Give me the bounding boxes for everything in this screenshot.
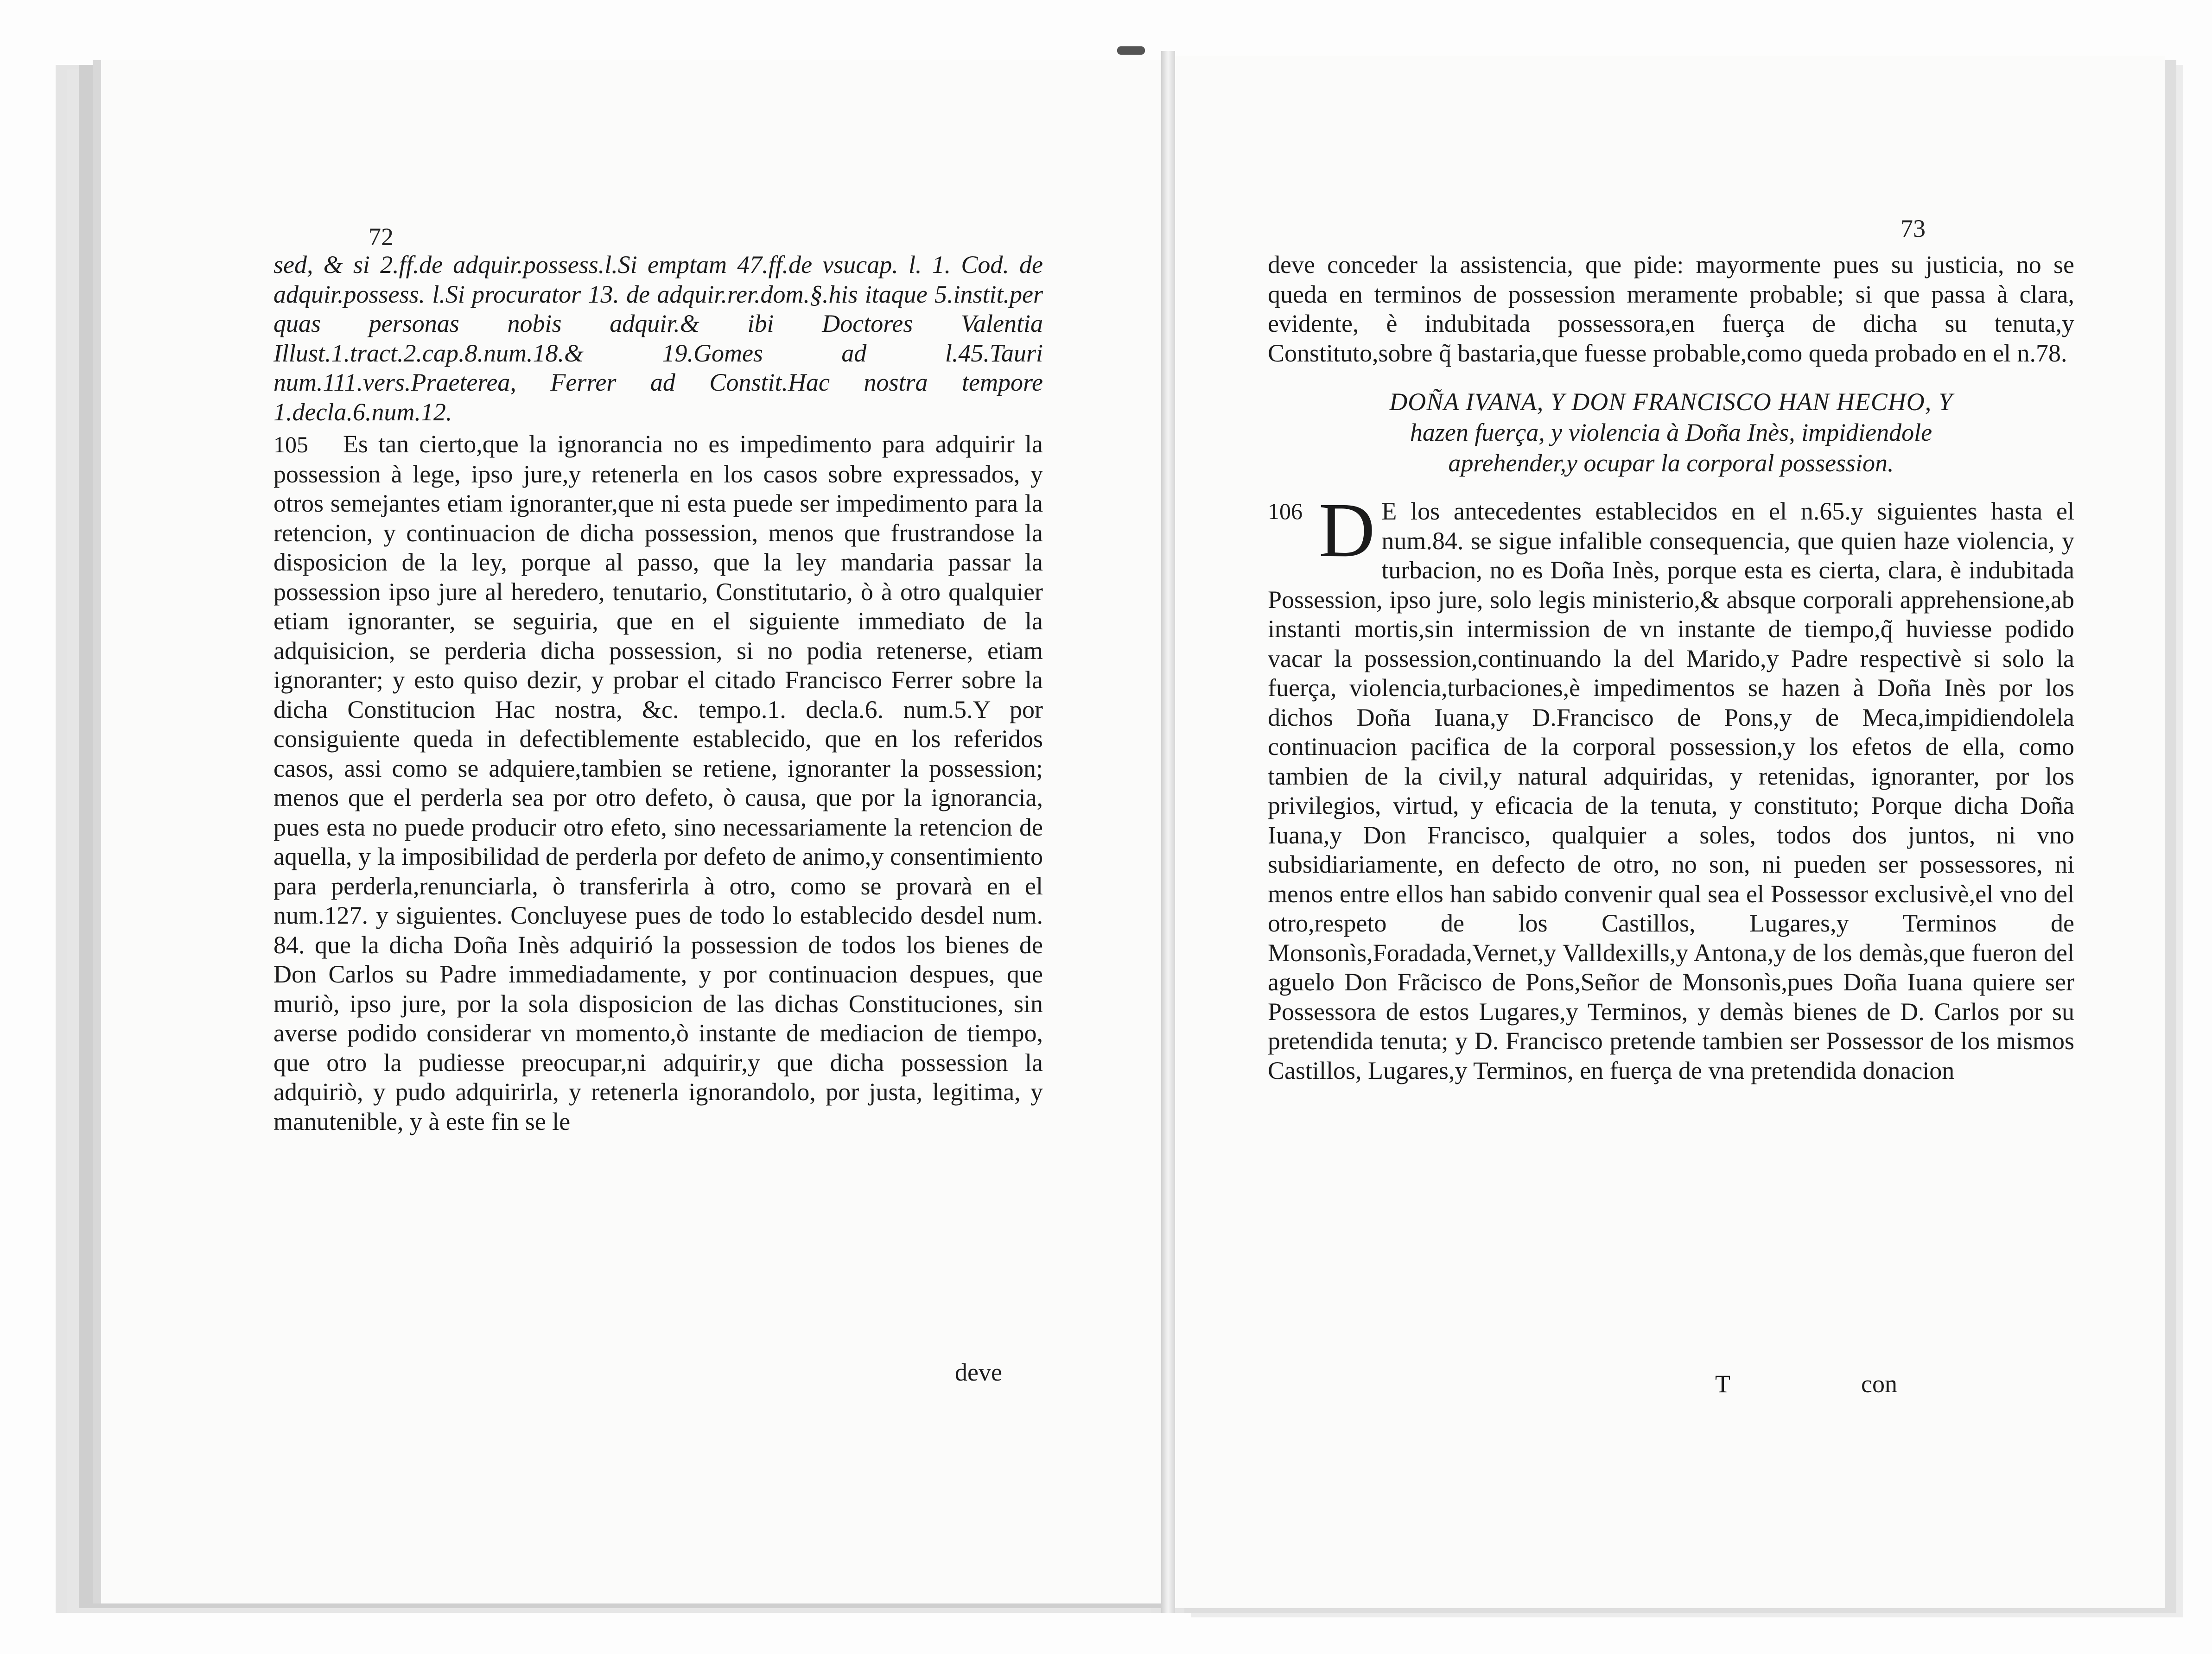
- signature-mark: T: [1715, 1370, 1730, 1398]
- left-opening-citation: sed, & si 2.ff.de adquir.possess.l.Si emptam 47.ff.de vsucap. l. 1. Cod. de adquir.possess. l.Si procurator 13. de adquir.rer.dom.§.his itaque 5.instit.per quas personas nobis adquir.& ibi Doctores Valentia Illust.1.tract.2.cap.8.num.18.& 19.Gomes ad l.45.Tauri num.111.vers.Praeterea, Ferrer ad Constit.Hac nostra tempore 1.decla.6.num.12.: [273, 251, 1043, 426]
- drop-cap: D: [1319, 487, 1375, 573]
- paragraph-number: 105: [273, 431, 308, 457]
- paragraph-number: 106: [1268, 498, 1303, 524]
- right-page-body: [1268, 250, 2074, 1085]
- right-paragraph-106: [1268, 487, 2074, 1085]
- left-paragraph-105: [273, 430, 1043, 1136]
- left-page-body: [273, 250, 1043, 1136]
- left-catchword: deve: [955, 1358, 1002, 1386]
- bookmark-ribbon: [1117, 46, 1145, 55]
- paragraph-text: Es tan cierto,que la ignorancia no es impedimento para adquirir la possession à lege, ipso jure,y retenerla en los casos sobre expressados, y otros semejantes etiam ignoranter,que ni esta puede ser impedimento para la retencion, y continuacion de dicha possession, menos que frustrandose la disposicion de la ley, porque al passo, que la ley mandaria passar la possession ipso jure al heredero, tenutario, Constitutario, ò à otro qualquier etiam ignoranter, se seguiria, que en el siguiente immediato de la adquisicion, se perderia dicha possession, si no podia retenerse, etiam ignoranter; y esto quiso dezir, y probar el citado Francisco Ferrer sobre la dicha Constitucion Hac nostra, &c. tempo.1. decla.6. num.5.Y por consiguiente queda in defectiblemente establecido, que en los referidos casos, assi como se adquiere,tambien se retiene, ignoranter la possession; menos que el perderla sea por otro defeto, ò causa, que por la ignorancia, pues esta no puede producir otro efeto, sino necessariamente la retencion de aquella, y la imposibilidad de perderla por defeto de animo,y consentimiento para perderla,renunciarla, ò transferirla à otro, como se provarà en el num.127. y siguientes. Concluyese pues de todo lo establecido desdel num. 84. que la dicha Doña Inès adquirió la possession de todos los bienes de Don Carlos su Padre immediadamente, y por continuacion despues, que muriò, ipso jure, por la sola disposicion de las dichas Constituciones, sin averse podido considerar vn momento,ò instante de mediacion de tiempo, que otro la pudiesse preocupar,ni adquirir,y que dicha possession la adquiriò, y pudo adquirirla, y retenerla ignorandolo, por justa, legitima, y manutenible, y à este fin se le: [273, 430, 1043, 1135]
- heading-line-3: aprehender,y ocupar la corporal possession.: [1448, 449, 1894, 477]
- book-gutter: [1161, 51, 1175, 1613]
- right-opening-text: deve conceder la assistencia, que pide: mayormente pues su justicia, no se queda en terminos de possession meramente probable; si que passa à clara, evidente, è indubitada possessora,en fuerça de dicha su tenuta,y Constituto,sobre q̃ bastaria,que fuesse probable,como queda probado en el n.78.: [1268, 251, 2074, 367]
- section-heading: [1268, 387, 2074, 478]
- heading-line-2: hazen fuerça, y violencia à Doña Inès, impidiendole: [1410, 418, 1932, 446]
- paragraph-text: E los antecedentes establecidos en el n.65.y siguientes hasta el num.84. se sigue infalible consequencia, que quien haze violencia, y turbacion, no es Doña Inès, porque esta es cierta, clara, è indubitada Possession, ipso jure, solo legis ministerio,& absque corporali apprehensione,ab instanti mortis,sin intermission de vn instante de tiempo,q̃ huviesse podido vacar la possession,continuando la del Marido,y Padre respectivè si solo la fuerça, violencia,turbaciones,è impedimentos se hazen à Doña Inès por los dichos Doña Iuana,y D.Francisco de Pons,y de Meca,impidiendolela continuacion pacifica de la corporal possession,y los efetos de ella, como tambien de la civil,y natural adquiridas, y retenidas, ignoranter, por los privilegios, virtud, y eficacia de la tenuta, y constituto; Porque dicha Doña Iuana,y Don Francisco, qualquier a soles, todos dos juntos, ni vno subsidiariamente, en defecto de otro, no son, ni pueden ser possessores, ni menos entre ellos han sabido convenir qual sea el Possessor exclusivè,el vno del otro,respeto de los Castillos, Lugares,y Terminos de Monsonìs,Foradada,Vernet,y Valldexills,y Antona,y de los demàs,que fueron del aguelo Don Frãcisco de Pons,Señor de Monsonìs,pues Doña Iuana quiere ser Possessora de estos Lugares,y Terminos, y demàs bienes de D. Carlos por su pretendida tenuta; y D. Francisco pretende tambien ser Possessor de los mismos Castillos, Lugares,y Terminos, en fuerça de vna pretendida donacion: [1268, 497, 2074, 1084]
- right-page-number: 73: [1901, 215, 1926, 242]
- left-page-number: 72: [369, 223, 394, 251]
- heading-line-1: DOÑA IVANA, Y DON FRANCISCO HAN HECHO, Y: [1389, 388, 1953, 416]
- right-catchword: con: [1861, 1370, 1897, 1398]
